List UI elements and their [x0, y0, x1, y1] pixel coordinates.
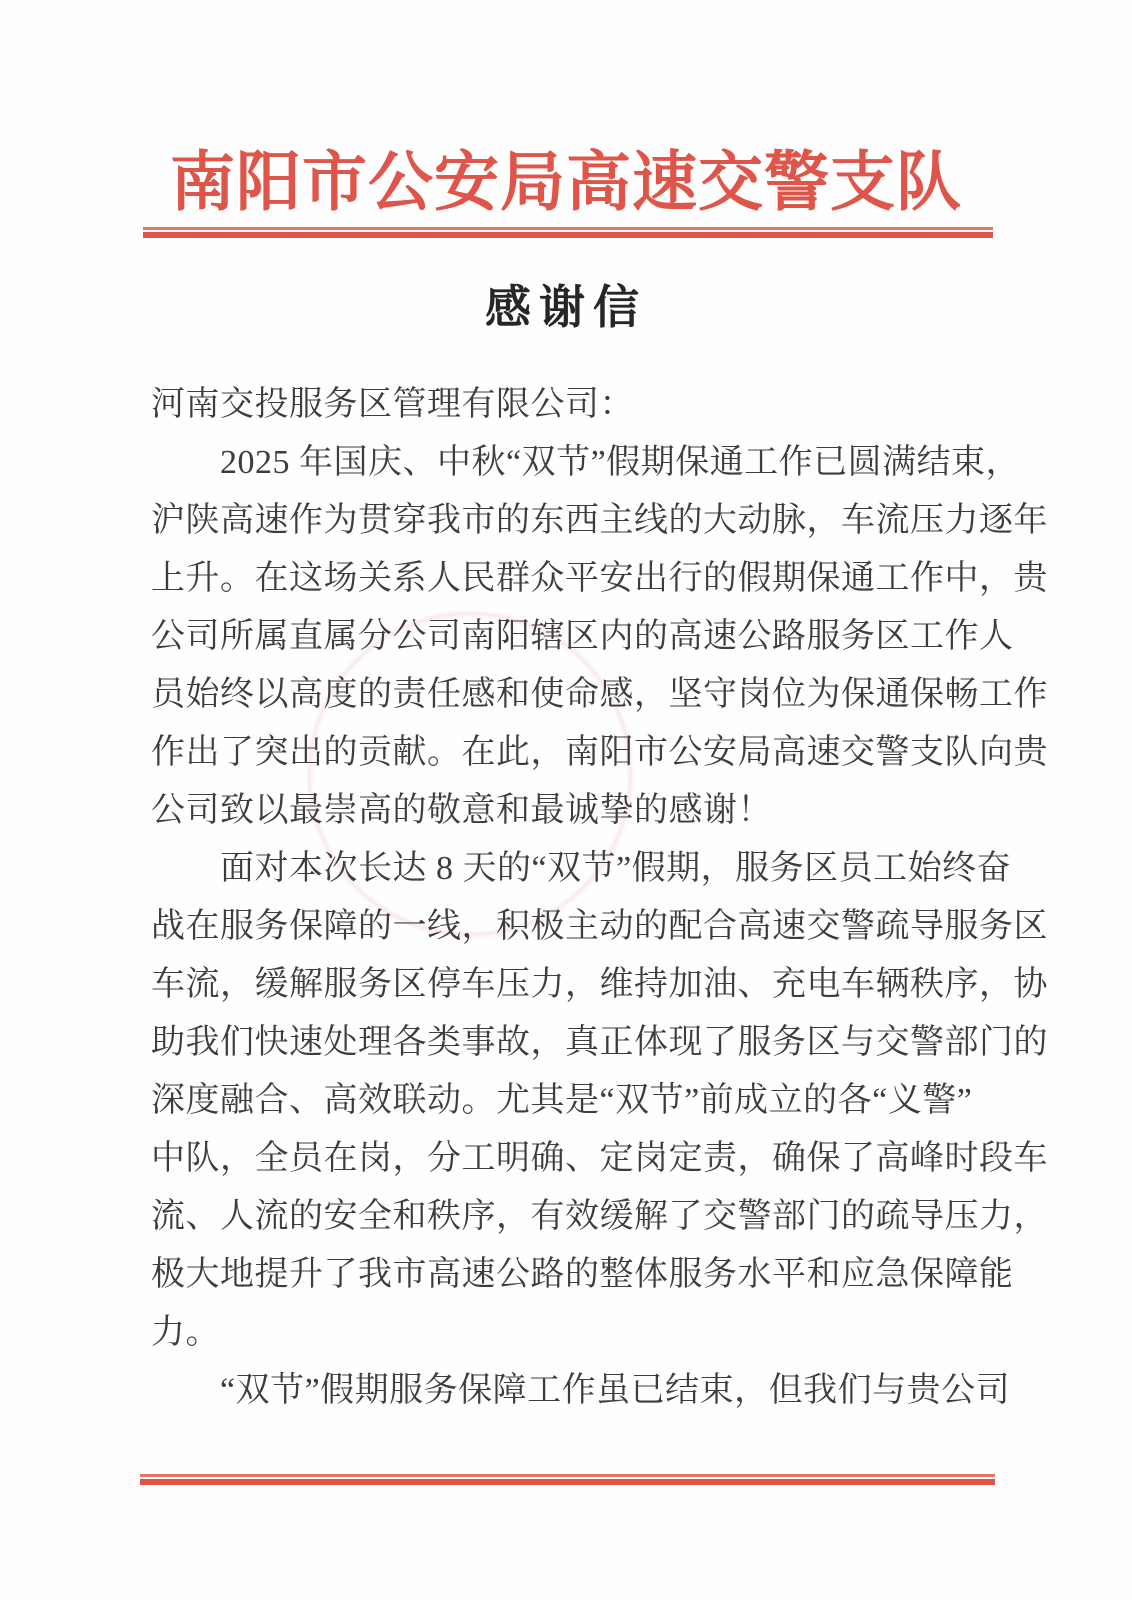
body-line: 流、人流的安全和秩序，有效缓解了交警部门的疏导压力，	[151, 1198, 1048, 1235]
body-line: 助我们快速处理各类事故，真正体现了服务区与交警部门的	[151, 1024, 1048, 1061]
body-line: “双节”假期服务保障工作虽已结束，但我们与贵公司	[151, 1372, 1011, 1409]
body-line: 面对本次长达 8 天的“双节”假期，服务区员工始终奋	[151, 850, 1012, 887]
body-line: 车流，缓解服务区停车压力，维持加油、充电车辆秩序，协	[151, 966, 1048, 1003]
letterhead-divider	[143, 227, 993, 238]
footer-divider	[140, 1474, 995, 1485]
body-line: 极大地提升了我市高速公路的整体服务水平和应急保障能	[151, 1256, 1014, 1293]
letterhead-divider-thick-line	[143, 232, 993, 238]
body-line: 战在服务保障的一线，积极主动的配合高速交警疏导服务区	[151, 908, 1048, 945]
body-line: 中队，全员在岗，分工明确、定岗定责，确保了高峰时段车	[151, 1140, 1048, 1177]
body-line: 作出了突出的贡献。在此，南阳市公安局高速交警支队向贵	[151, 734, 1048, 771]
footer-divider-thick-line	[140, 1479, 995, 1485]
body-line: 沪陕高速作为贯穿我市的东西主线的大动脉，车流压力逐年	[151, 502, 1048, 539]
salutation-line: 河南交投服务区管理有限公司：	[151, 386, 634, 423]
letter-body	[151, 376, 1048, 1420]
body-line: 2025 年国庆、中秋“双节”假期保通工作已圆满结束，	[151, 444, 1021, 481]
letterhead-title: 南阳市公安局高速交警支队	[169, 147, 962, 219]
body-lines	[151, 434, 1048, 1420]
body-line: 公司致以最崇高的敬意和最诚挚的感谢！	[151, 792, 772, 829]
letter-title: 感谢信	[485, 282, 647, 333]
body-line: 公司所属直属分公司南阳辖区内的高速公路服务区工作人	[151, 618, 1014, 655]
body-line: 员始终以高度的责任感和使命感，坚守岗位为保通保畅工作	[151, 676, 1048, 713]
body-line: 力。	[151, 1314, 220, 1351]
body-line: 上升。在这场关系人民群众平安出行的假期保通工作中，贵	[151, 560, 1048, 597]
body-line: 深度融合、高效联动。尤其是“双节”前成立的各“义警”	[151, 1082, 973, 1119]
